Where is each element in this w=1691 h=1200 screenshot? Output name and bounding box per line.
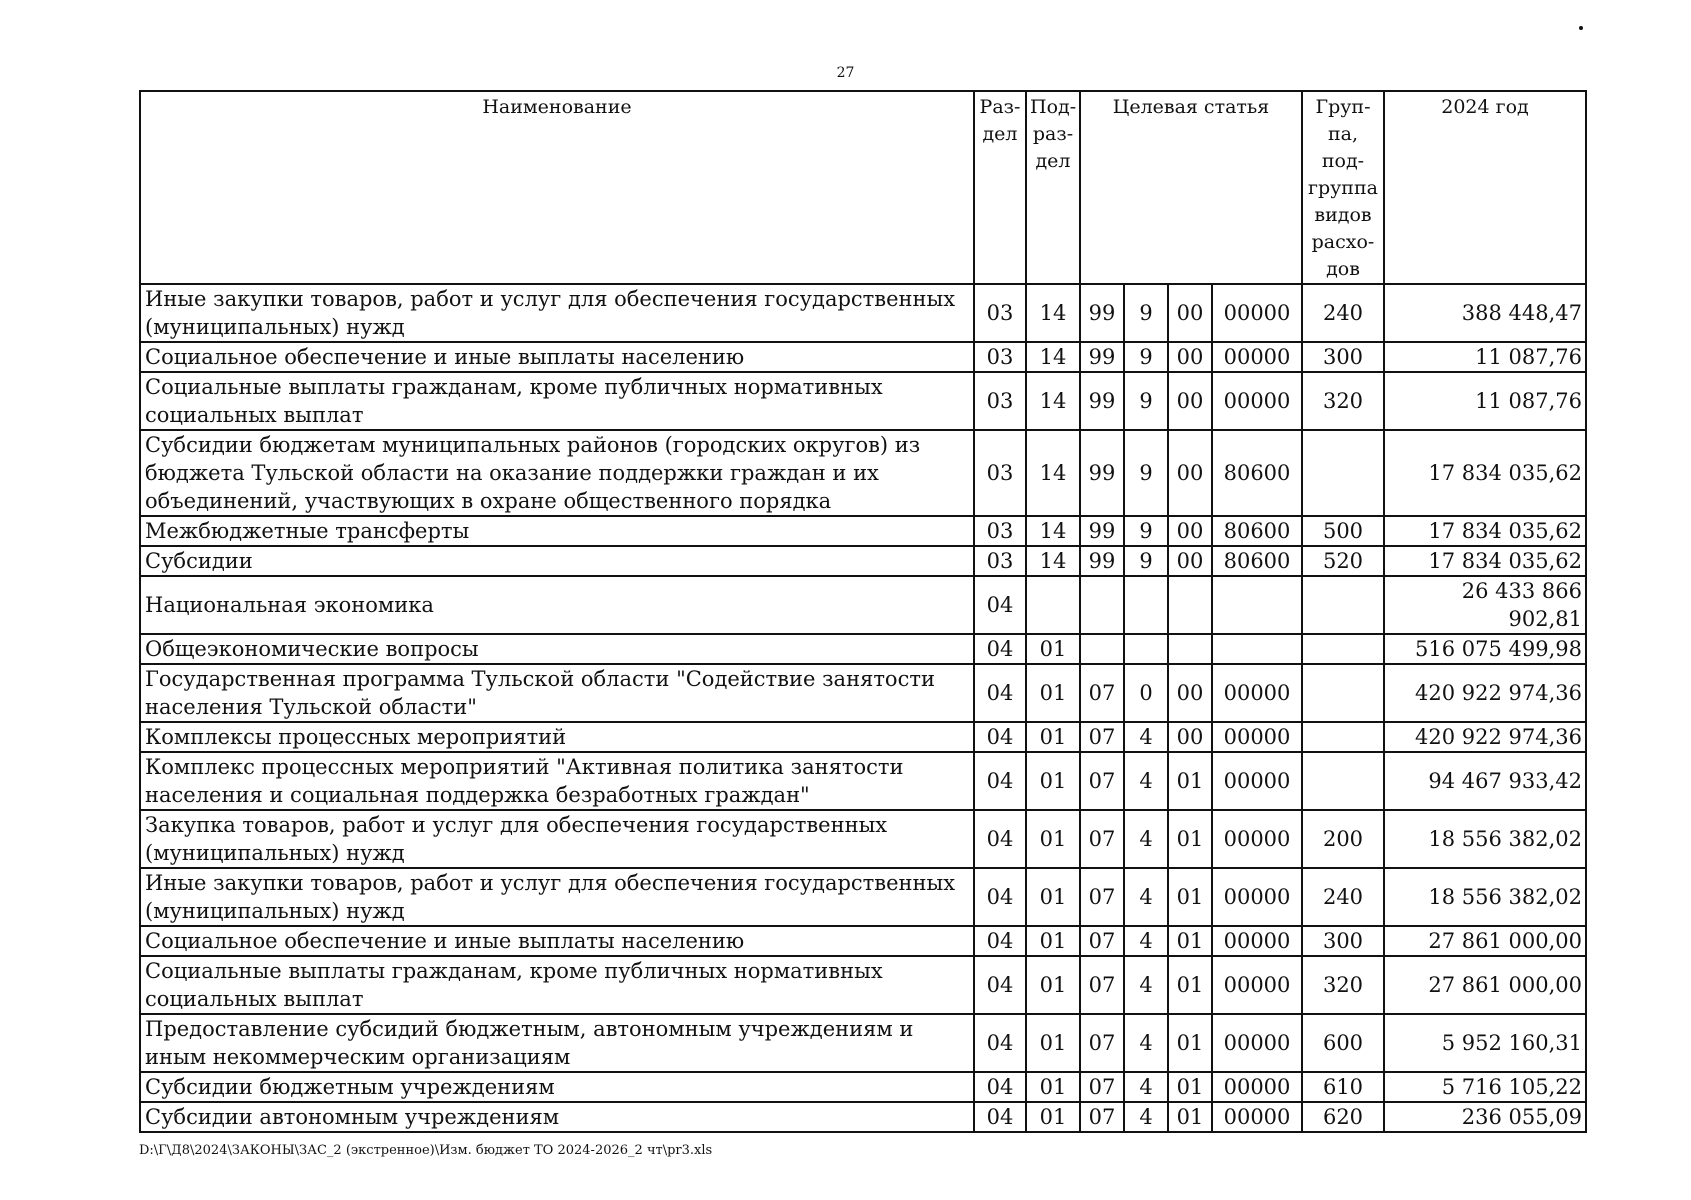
budget-table: [139, 90, 1587, 1133]
target-program-cell: 07: [1080, 1102, 1124, 1132]
table-row: [140, 1102, 1586, 1132]
expense-group-cell: [1302, 634, 1384, 664]
target-type-cell: [1124, 634, 1168, 664]
header-section: Раз- дел: [974, 91, 1026, 284]
amount-cell: 27 861 000,00: [1384, 926, 1586, 956]
amount-cell: 18 556 382,02: [1384, 868, 1586, 926]
subsection-cell: 01: [1026, 868, 1080, 926]
target-type-cell: 4: [1124, 810, 1168, 868]
target-type-cell: 4: [1124, 1014, 1168, 1072]
section-cell: 04: [974, 1014, 1026, 1072]
name-cell: Общеэкономические вопросы: [140, 634, 974, 664]
subsection-cell: 14: [1026, 372, 1080, 430]
expense-group-cell: 240: [1302, 284, 1384, 342]
subsection-cell: 01: [1026, 926, 1080, 956]
table-row: [140, 664, 1586, 722]
target-code-cell: 00000: [1212, 956, 1302, 1014]
subsection-cell: 14: [1026, 342, 1080, 372]
expense-group-cell: 520: [1302, 546, 1384, 576]
expense-group-cell: [1302, 664, 1384, 722]
table-body: [140, 284, 1586, 1132]
name-cell: Субсидии автономным учреждениям: [140, 1102, 974, 1132]
section-cell: 04: [974, 868, 1026, 926]
table-row: [140, 868, 1586, 926]
target-program-cell: [1080, 634, 1124, 664]
section-cell: 04: [974, 576, 1026, 634]
target-code-cell: [1212, 634, 1302, 664]
target-direction-cell: 01: [1168, 752, 1212, 810]
target-program-cell: 99: [1080, 342, 1124, 372]
table-row: [140, 284, 1586, 342]
target-code-cell: 00000: [1212, 1102, 1302, 1132]
target-code-cell: 00000: [1212, 342, 1302, 372]
section-cell: 04: [974, 1072, 1026, 1102]
subsection-cell: 14: [1026, 516, 1080, 546]
expense-group-cell: 320: [1302, 956, 1384, 1014]
target-type-cell: 9: [1124, 546, 1168, 576]
target-program-cell: 99: [1080, 284, 1124, 342]
amount-cell: 17 834 035,62: [1384, 546, 1586, 576]
target-code-cell: 80600: [1212, 516, 1302, 546]
target-code-cell: 00000: [1212, 1072, 1302, 1102]
target-type-cell: 4: [1124, 1072, 1168, 1102]
expense-group-cell: [1302, 752, 1384, 810]
table-row: [140, 634, 1586, 664]
name-cell: Социальные выплаты гражданам, кроме публичных нормативных социальных выплат: [140, 372, 974, 430]
header-name: Наименование: [140, 91, 974, 284]
target-program-cell: 07: [1080, 956, 1124, 1014]
expense-group-cell: 620: [1302, 1102, 1384, 1132]
header-target-article: Целевая статья: [1080, 91, 1302, 284]
target-direction-cell: 00: [1168, 430, 1212, 516]
name-cell: Государственная программа Тульской области "Содействие занятости населения Тульской области": [140, 664, 974, 722]
table-row: [140, 752, 1586, 810]
target-type-cell: 4: [1124, 722, 1168, 752]
table-row: [140, 1072, 1586, 1102]
section-cell: 03: [974, 430, 1026, 516]
header-year: 2024 год: [1384, 91, 1586, 284]
target-program-cell: 07: [1080, 1072, 1124, 1102]
table-row: [140, 1014, 1586, 1072]
expense-group-cell: 300: [1302, 342, 1384, 372]
target-code-cell: 80600: [1212, 430, 1302, 516]
expense-group-cell: 300: [1302, 926, 1384, 956]
name-cell: Иные закупки товаров, работ и услуг для обеспечения государственных (муниципальных) нужд: [140, 284, 974, 342]
name-cell: Субсидии бюджетам муниципальных районов (городских округов) из бюджета Тульской области на оказание поддержки граждан и их объединений, участвующих в охране общественного порядка: [140, 430, 974, 516]
target-code-cell: 00000: [1212, 1014, 1302, 1072]
amount-cell: 420 922 974,36: [1384, 664, 1586, 722]
target-direction-cell: 01: [1168, 926, 1212, 956]
expense-group-cell: [1302, 722, 1384, 752]
target-type-cell: 9: [1124, 430, 1168, 516]
expense-group-cell: 610: [1302, 1072, 1384, 1102]
target-direction-cell: 01: [1168, 1102, 1212, 1132]
target-program-cell: 99: [1080, 516, 1124, 546]
target-type-cell: 0: [1124, 664, 1168, 722]
section-cell: 04: [974, 722, 1026, 752]
table-header-row: [140, 91, 1586, 284]
subsection-cell: 01: [1026, 1102, 1080, 1132]
name-cell: Комплексы процессных мероприятий: [140, 722, 974, 752]
table-row: [140, 372, 1586, 430]
section-cell: 04: [974, 956, 1026, 1014]
target-code-cell: [1212, 576, 1302, 634]
scan-dot-mark: [1579, 26, 1583, 30]
subsection-cell: 01: [1026, 634, 1080, 664]
amount-cell: 420 922 974,36: [1384, 722, 1586, 752]
target-type-cell: [1124, 576, 1168, 634]
amount-cell: 11 087,76: [1384, 342, 1586, 372]
section-cell: 03: [974, 342, 1026, 372]
target-program-cell: 99: [1080, 430, 1124, 516]
name-cell: Субсидии: [140, 546, 974, 576]
amount-cell: 388 448,47: [1384, 284, 1586, 342]
expense-group-cell: [1302, 576, 1384, 634]
expense-group-cell: 500: [1302, 516, 1384, 546]
target-program-cell: 07: [1080, 810, 1124, 868]
target-program-cell: 07: [1080, 868, 1124, 926]
target-code-cell: 80600: [1212, 546, 1302, 576]
section-cell: 04: [974, 752, 1026, 810]
table-row: [140, 810, 1586, 868]
target-direction-cell: 00: [1168, 372, 1212, 430]
target-direction-cell: 01: [1168, 1014, 1212, 1072]
name-cell: Национальная экономика: [140, 576, 974, 634]
name-cell: Предоставление субсидий бюджетным, автономным учреждениям и иным некоммерческим организациям: [140, 1014, 974, 1072]
target-type-cell: 4: [1124, 868, 1168, 926]
target-program-cell: 07: [1080, 752, 1124, 810]
target-code-cell: 00000: [1212, 284, 1302, 342]
target-type-cell: 9: [1124, 342, 1168, 372]
target-program-cell: 99: [1080, 546, 1124, 576]
name-cell: Комплекс процессных мероприятий "Активная политика занятости населения и социальная поддержка безработных граждан": [140, 752, 974, 810]
amount-cell: 5 716 105,22: [1384, 1072, 1586, 1102]
target-code-cell: 00000: [1212, 722, 1302, 752]
target-program-cell: 99: [1080, 372, 1124, 430]
subsection-cell: 01: [1026, 664, 1080, 722]
target-type-cell: 4: [1124, 752, 1168, 810]
subsection-cell: 01: [1026, 810, 1080, 868]
expense-group-cell: 240: [1302, 868, 1384, 926]
amount-cell: 94 467 933,42: [1384, 752, 1586, 810]
section-cell: 04: [974, 810, 1026, 868]
target-direction-cell: 01: [1168, 956, 1212, 1014]
table-row: [140, 430, 1586, 516]
name-cell: Социальное обеспечение и иные выплаты населению: [140, 926, 974, 956]
target-direction-cell: [1168, 576, 1212, 634]
target-type-cell: 9: [1124, 516, 1168, 546]
expense-group-cell: 320: [1302, 372, 1384, 430]
amount-cell: 5 952 160,31: [1384, 1014, 1586, 1072]
section-cell: 03: [974, 516, 1026, 546]
target-direction-cell: 00: [1168, 516, 1212, 546]
subsection-cell: 14: [1026, 546, 1080, 576]
section-cell: 03: [974, 372, 1026, 430]
target-code-cell: 00000: [1212, 664, 1302, 722]
target-direction-cell: 00: [1168, 722, 1212, 752]
amount-cell: 236 055,09: [1384, 1102, 1586, 1132]
table-row: [140, 342, 1586, 372]
expense-group-cell: [1302, 430, 1384, 516]
table-row: [140, 722, 1586, 752]
target-code-cell: 00000: [1212, 372, 1302, 430]
target-program-cell: 07: [1080, 1014, 1124, 1072]
subsection-cell: 14: [1026, 430, 1080, 516]
expense-group-cell: 200: [1302, 810, 1384, 868]
target-code-cell: 00000: [1212, 752, 1302, 810]
target-code-cell: 00000: [1212, 926, 1302, 956]
table-row: [140, 576, 1586, 634]
amount-cell: 11 087,76: [1384, 372, 1586, 430]
name-cell: Иные закупки товаров, работ и услуг для обеспечения государственных (муниципальных) нужд: [140, 868, 974, 926]
section-cell: 03: [974, 284, 1026, 342]
subsection-cell: 01: [1026, 752, 1080, 810]
section-cell: 03: [974, 546, 1026, 576]
section-cell: 04: [974, 1102, 1026, 1132]
subsection-cell: 01: [1026, 956, 1080, 1014]
subsection-cell: 01: [1026, 1072, 1080, 1102]
subsection-cell: 01: [1026, 1014, 1080, 1072]
table-row: [140, 546, 1586, 576]
section-cell: 04: [974, 634, 1026, 664]
target-program-cell: 07: [1080, 926, 1124, 956]
name-cell: Межбюджетные трансферты: [140, 516, 974, 546]
target-type-cell: 9: [1124, 284, 1168, 342]
amount-cell: 26 433 866 902,81: [1384, 576, 1586, 634]
target-direction-cell: 01: [1168, 868, 1212, 926]
header-expense-group: Груп- па, под- группа видов расхо- дов: [1302, 91, 1384, 284]
name-cell: Социальное обеспечение и иные выплаты населению: [140, 342, 974, 372]
target-type-cell: 9: [1124, 372, 1168, 430]
target-program-cell: 07: [1080, 722, 1124, 752]
target-direction-cell: 00: [1168, 546, 1212, 576]
target-direction-cell: 01: [1168, 1072, 1212, 1102]
amount-cell: 27 861 000,00: [1384, 956, 1586, 1014]
subsection-cell: [1026, 576, 1080, 634]
section-cell: 04: [974, 926, 1026, 956]
section-cell: 04: [974, 664, 1026, 722]
header-subsection: Под- раз- дел: [1026, 91, 1080, 284]
name-cell: Социальные выплаты гражданам, кроме публичных нормативных социальных выплат: [140, 956, 974, 1014]
target-code-cell: 00000: [1212, 868, 1302, 926]
amount-cell: 18 556 382,02: [1384, 810, 1586, 868]
table-row: [140, 956, 1586, 1014]
target-code-cell: 00000: [1212, 810, 1302, 868]
target-direction-cell: [1168, 634, 1212, 664]
amount-cell: 516 075 499,98: [1384, 634, 1586, 664]
name-cell: Закупка товаров, работ и услуг для обеспечения государственных (муниципальных) нужд: [140, 810, 974, 868]
footer-file-path: D:\Г\Д8\2024\ЗАКОНЫ\ЗАС_2 (экстренное)\Изм. бюджет ТО 2024-2026_2 чт\pr3.xls: [139, 1143, 713, 1158]
target-direction-cell: 00: [1168, 342, 1212, 372]
amount-cell: 17 834 035,62: [1384, 516, 1586, 546]
page-number: 27: [836, 65, 855, 81]
target-type-cell: 4: [1124, 1102, 1168, 1132]
expense-group-cell: 600: [1302, 1014, 1384, 1072]
target-direction-cell: 01: [1168, 810, 1212, 868]
table-row: [140, 926, 1586, 956]
target-direction-cell: 00: [1168, 664, 1212, 722]
target-program-cell: [1080, 576, 1124, 634]
target-program-cell: 07: [1080, 664, 1124, 722]
subsection-cell: 14: [1026, 284, 1080, 342]
target-type-cell: 4: [1124, 926, 1168, 956]
subsection-cell: 01: [1026, 722, 1080, 752]
target-direction-cell: 00: [1168, 284, 1212, 342]
target-type-cell: 4: [1124, 956, 1168, 1014]
table-row: [140, 516, 1586, 546]
amount-cell: 17 834 035,62: [1384, 430, 1586, 516]
name-cell: Субсидии бюджетным учреждениям: [140, 1072, 974, 1102]
